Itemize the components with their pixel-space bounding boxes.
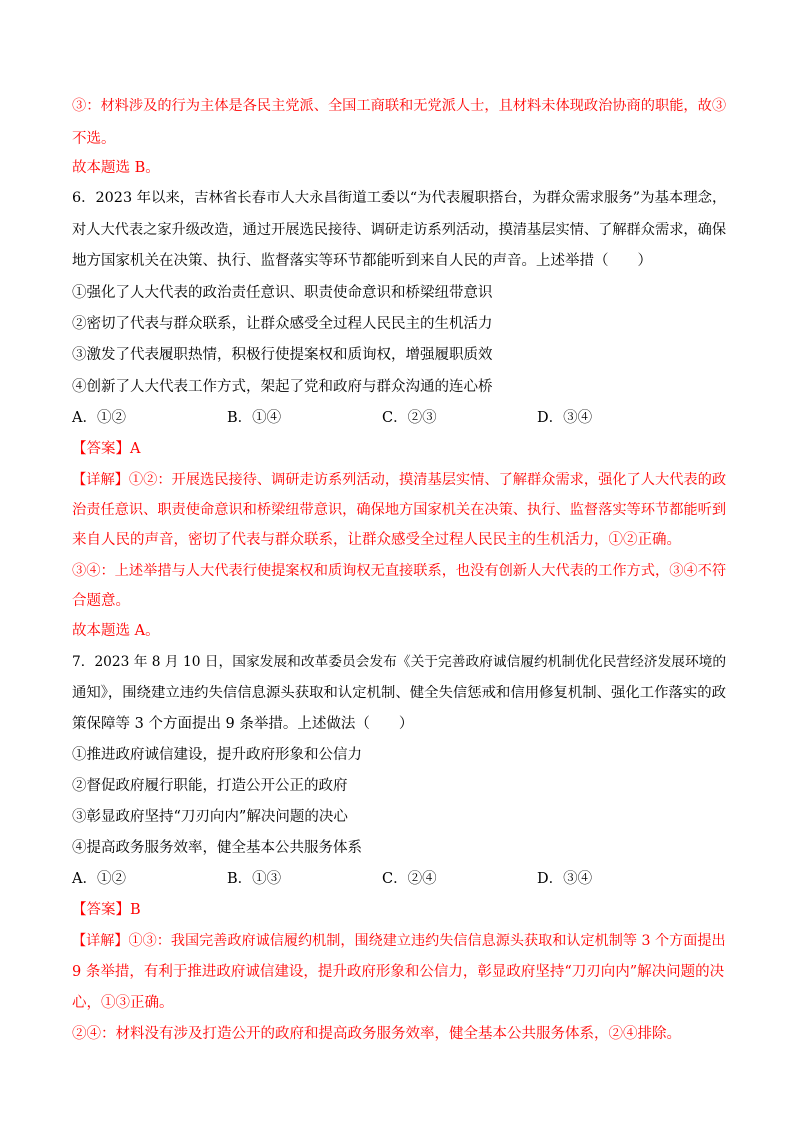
prev-analysis-line: 不选。	[72, 131, 116, 147]
q6-explanation-line: 治责任意识、职责使命意识和桥梁纽带意识，确保地方国家机关在决策、执行、监督落实等环节都能听到	[72, 502, 727, 518]
q7-stem-line: 7．2023 年 8 月 10 日，国家发展和改革委员会发布《关于完善政府诚信履约机制优化民营经济发展环境的	[72, 654, 727, 670]
q6-stem-line: 6．2023 年以来，吉林省长春市人大永昌街道工委以“为代表履职搭台，为群众需求服务”为基本理念，	[72, 190, 727, 206]
q7-statement: ④提高政务服务效率，健全基本公共服务体系	[72, 840, 362, 856]
q6-stem-line: 地方国家机关在决策、执行、监督落实等环节都能听到来自人民的声音。上述举措（ ）	[72, 253, 652, 269]
q7-options	[72, 869, 732, 889]
q6-explanation-line: 来自人民的声音，密切了代表与群众联系，让群众感受全过程人民民主的生机活力，①②正确。	[72, 532, 681, 548]
q6-answer: 【答案】A	[72, 441, 141, 457]
q6-option-a: A．①②	[72, 410, 126, 426]
q7-explanation-line: ②④：材料没有涉及打造公开的政府和提高政务服务效率，健全基本公共服务体系，②④排除。	[72, 1026, 681, 1042]
q6-explanation-line: 合题意。	[72, 593, 130, 609]
prev-conclusion: 故本题选 B。	[72, 160, 160, 176]
q7-explanation-line: 【详解】①③：我国完善政府诚信履约机制，围绕建立违约失信信息源头获取和认定机制等 3 个方面提出	[72, 933, 726, 949]
q6-statement: ④创新了人大代表工作方式，架起了党和政府与群众沟通的连心桥	[72, 379, 493, 395]
prev-analysis-line: ③：材料涉及的行为主体是各民主党派、全国工商联和无党派人士，且材料未体现政治协商的职能，故③	[72, 98, 727, 114]
q7-statement: ②督促政府履行职能，打造公开公正的政府	[72, 778, 348, 794]
q6-option-c: C．②③	[382, 410, 437, 426]
q6-explanation-line: 【详解】①②：开展选民接待、调研走访系列活动，摸清基层实情、了解群众需求，强化了人大代表的政	[72, 472, 727, 488]
q7-explanation-line: 9 条举措，有利于推进政府诚信建设，提升政府形象和公信力，彰显政府坚持“刀刃向内”解决问题的决	[72, 964, 725, 980]
q6-statement: ②密切了代表与群众联系，让群众感受全过程人民民主的生机活力	[72, 316, 493, 332]
q7-option-b: B．①③	[227, 871, 282, 887]
q7-statement: ①推进政府诚信建设，提升政府形象和公信力	[72, 747, 362, 763]
q7-stem-line: 通知》，围绕建立违约失信信息源头获取和认定机制、健全失信惩戒和信用修复机制、强化工作落实的政	[72, 685, 727, 701]
q7-option-c: C．②④	[382, 871, 437, 887]
q7-stem-line: 策保障等 3 个方面提出 9 条举措。上述做法（ ）	[72, 716, 414, 732]
q6-options	[72, 408, 732, 428]
q6-statement: ③激发了代表履职热情，积极行使提案权和质询权，增强履职质效	[72, 347, 493, 363]
q6-option-d: D．③④	[537, 410, 593, 426]
q7-statement: ③彰显政府坚持“刀刃向内”解决问题的决心	[72, 809, 348, 825]
q6-explanation-line: ③④：上述举措与人大代表行使提案权和质询权无直接联系，也没有创新人大代表的工作方式，③④不符	[72, 563, 727, 579]
q6-option-b: B．①④	[227, 410, 282, 426]
q7-option-a: A．①②	[72, 871, 126, 887]
q7-explanation-line: 心，①③正确。	[72, 995, 174, 1011]
q6-stem-line: 对人大代表之家升级改造，通过开展选民接待、调研走访系列活动，摸清基层实情、了解群众需求，确保	[72, 222, 727, 238]
q7-option-d: D．③④	[537, 871, 593, 887]
q7-answer: 【答案】B	[72, 902, 141, 918]
q6-statement: ①强化了人大代表的政治责任意识、职责使命意识和桥梁纽带意识	[72, 285, 493, 301]
q6-conclusion: 故本题选 A。	[72, 623, 160, 639]
